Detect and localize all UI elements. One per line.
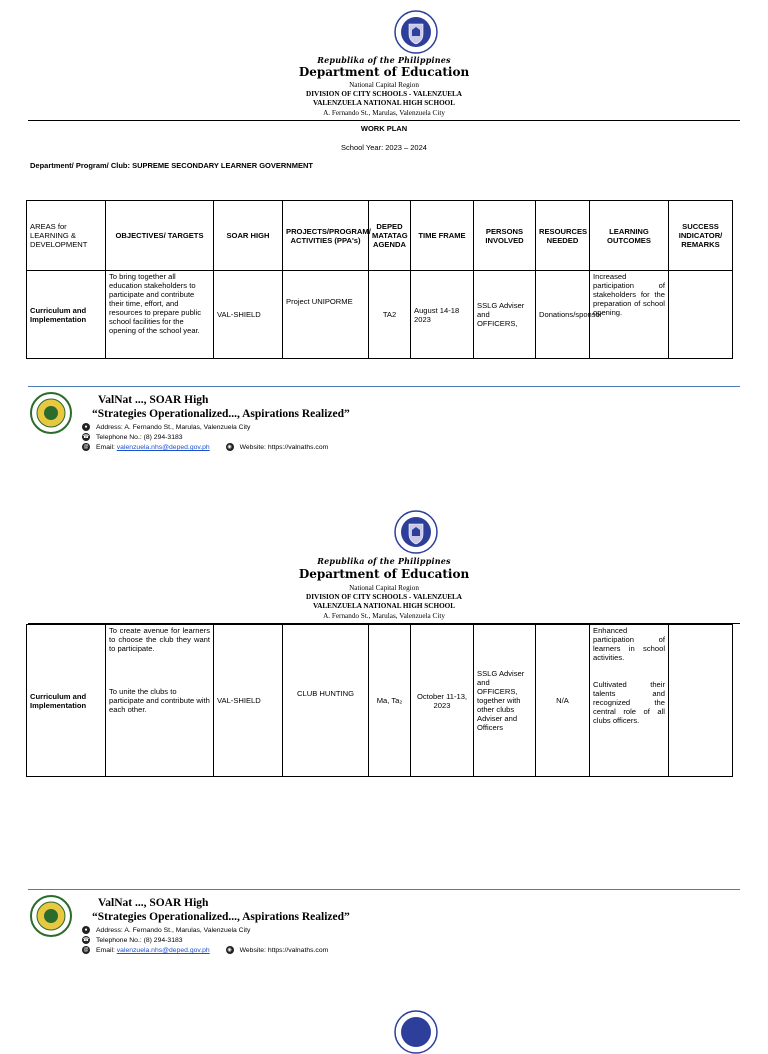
header-resources: RESOURCES NEEDED	[536, 201, 590, 271]
website-text: Website: https://valnaths.com	[239, 443, 329, 451]
header-remarks: SUCCESS INDICATOR/ REMARKS	[669, 201, 733, 271]
footer-email: @ Email: valenzuela.nhs@deped.gov.ph ◉ Website: https://valnaths.com	[83, 443, 329, 451]
row2-area: Curriculum and Implementation	[27, 625, 106, 777]
row1-area: Curriculum and Implementation	[27, 271, 106, 359]
doc-title: WORK PLAN	[360, 124, 408, 133]
email-link[interactable]: valenzuela.nhs@deped.gov.ph	[116, 443, 210, 451]
footer-motto-2: “Strategies Operationalized..., Aspirations Realized”	[92, 911, 350, 923]
address-line: A. Fernando St., Marulas, Valenzuela City	[323, 109, 445, 117]
footer-phone: ☎ Telephone No.: (8) 294-3183	[82, 936, 183, 944]
row2-ppa: CLUB HUNTING	[283, 625, 369, 777]
footer-email: @ Email: valenzuela.nhs@deped.gov.ph ◉ Website: https://valnaths.com	[83, 946, 329, 954]
header-objectives: OBJECTIVES/ TARGETS	[106, 201, 214, 271]
school-line: VALENZUELA NATIONAL HIGH SCHOOL	[312, 99, 456, 107]
row2-remarks	[669, 625, 733, 777]
location-icon: ●	[82, 926, 90, 934]
program-line: Department/ Program/ Club: SUPREME SECONDARY LEARNER GOVERNMENT	[30, 161, 313, 170]
row2-outcome-a: Enhanced participation of learners in school activities.	[593, 626, 665, 662]
work-plan-table	[26, 200, 733, 359]
row1-objective: To bring together all education stakeholders to participate and contribute their time, effort, and resources to prepare public school facilities for the opening of the school year.	[106, 271, 214, 359]
school-logo-icon	[30, 392, 72, 434]
row2-soar: VAL-SHIELD	[214, 625, 283, 777]
row2-outcome	[590, 625, 669, 777]
email-icon: @	[83, 444, 89, 450]
row1-remarks	[669, 271, 733, 359]
work-plan-table-continued	[26, 624, 733, 777]
header-soar-high: SOAR HIGH	[214, 201, 283, 271]
row1-soar: VAL-SHIELD	[214, 271, 283, 359]
header-time-frame: TIME FRAME	[411, 201, 474, 271]
deped-seal-icon	[394, 10, 438, 54]
row1-resources: Donations/sponsor	[536, 271, 590, 359]
row2-objective-b: To unite the clubs to participate and contribute with each other.	[109, 687, 210, 714]
department-name: Department of Education	[298, 65, 470, 79]
row1-time: August 14-18 2023	[411, 271, 474, 359]
deped-seal-icon	[394, 510, 438, 554]
globe-icon: ◉	[227, 444, 232, 450]
email-icon: @	[83, 947, 89, 953]
row1-ppa: Project UNIPORME	[283, 271, 369, 359]
globe-icon: ◉	[227, 947, 232, 953]
header-ppa: PROJECTS/PROGRAM/ ACTIVITIES (PPA's)	[283, 201, 369, 271]
deped-seal-icon	[394, 1010, 438, 1054]
footer-address: ● Address: A. Fernando St., Marulas, Valenzuela City	[82, 423, 250, 431]
footer-rule	[28, 889, 740, 890]
division-line: DIVISION OF CITY SCHOOLS - VALENZUELA	[306, 593, 462, 601]
row2-objective	[106, 625, 214, 777]
footer-phone: ☎ Telephone No.: (8) 294-3183	[82, 433, 183, 441]
republic-line: Republika of the Philippines	[317, 556, 451, 566]
website-text: Website: https://valnaths.com	[239, 946, 329, 954]
header-areas: AREAS for LEARNING & DEVELOPMENT	[27, 201, 106, 271]
row2-time: October 11-13, 2023	[411, 625, 474, 777]
phone-icon: ☎	[82, 937, 90, 943]
row2-persons: SSLG Adviser and OFFICERS, together with other clubs Adviser and Officers	[474, 625, 536, 777]
footer-motto-1: ValNat ..., SOAR High	[98, 897, 209, 909]
footer-rule	[28, 386, 740, 387]
school-year: School Year: 2023 – 2024	[341, 143, 427, 152]
row2-resources: N/A	[536, 625, 590, 777]
location-icon: ●	[82, 423, 90, 431]
header-agenda: DEPED MATATAG AGENDA	[369, 201, 411, 271]
footer-address: ● Address: A. Fernando St., Marulas, Valenzuela City	[82, 926, 250, 934]
school-line: VALENZUELA NATIONAL HIGH SCHOOL	[312, 602, 456, 610]
footer-motto-1: ValNat ..., SOAR High	[98, 394, 209, 406]
address-line: A. Fernando St., Marulas, Valenzuela City	[323, 612, 445, 620]
department-name: Department of Education	[298, 567, 470, 581]
row1-persons: SSLG Adviser and OFFICERS,	[474, 271, 536, 359]
region-line: National Capital Region	[349, 584, 419, 592]
row2-outcome-b: Cultivated their talents and recognized the central role of all clubs officers.	[593, 680, 665, 725]
row2-objective-a: To create avenue for learners to choose the club they want to participate.	[109, 626, 210, 653]
row1-agenda: TA2	[369, 271, 411, 359]
school-logo-icon	[30, 895, 72, 937]
email-link[interactable]: valenzuela.nhs@deped.gov.ph	[116, 946, 210, 954]
row1-outcome: Increased participation of stakeholders for the preparation of school opening.	[590, 271, 669, 359]
header-rule	[28, 120, 740, 121]
phone-icon: ☎	[82, 434, 90, 440]
header-persons: PERSONS INVOLVED	[474, 201, 536, 271]
region-line: National Capital Region	[349, 81, 419, 89]
row2-agenda: Ma, Ta₂	[369, 625, 411, 777]
header-outcomes: LEARNING OUTCOMES	[590, 201, 669, 271]
footer-motto-2: “Strategies Operationalized..., Aspirations Realized”	[92, 408, 350, 420]
division-line: DIVISION OF CITY SCHOOLS - VALENZUELA	[306, 90, 462, 98]
republic-line: Republika of the Philippines	[317, 55, 451, 65]
